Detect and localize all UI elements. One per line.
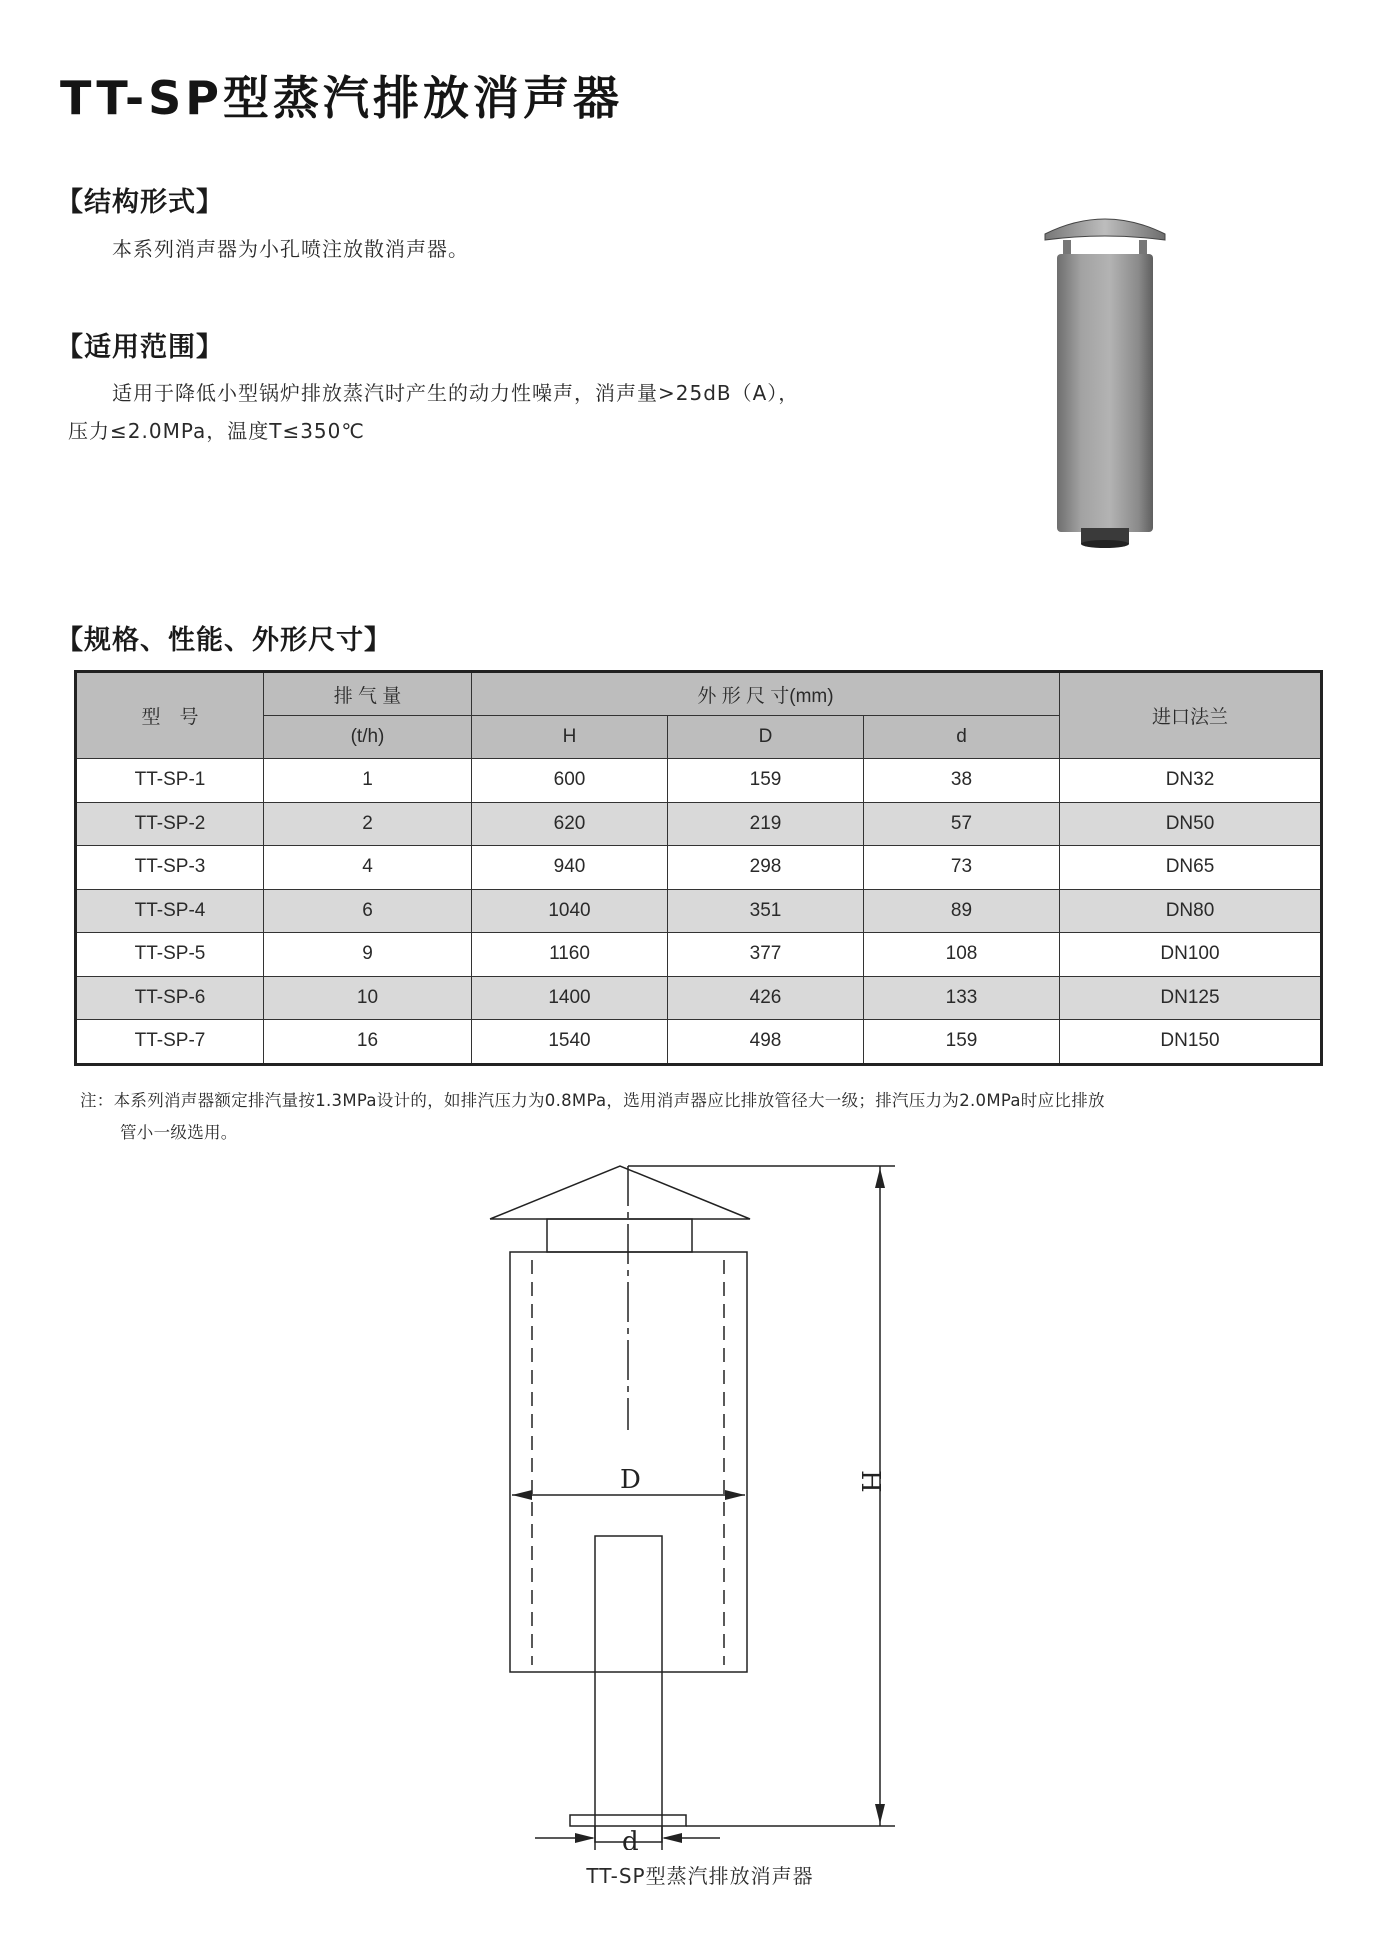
header-H: H [472,716,668,759]
cell-flange: DN100 [1060,933,1322,977]
d-big-arrow-right [725,1490,745,1500]
cell-flange: DN80 [1060,889,1322,933]
cell-model: TT-SP-5 [76,933,264,977]
d-small-arrow-right [662,1833,682,1843]
cell-D: 351 [668,889,864,933]
label-H: H [855,1470,885,1493]
cell-model: TT-SP-4 [76,889,264,933]
cell-D: 298 [668,846,864,890]
drawing-flange [570,1815,686,1826]
cell-d: 57 [864,802,1060,846]
silencer-photo [1035,210,1175,550]
scope-line-1: 适用于降低小型锅炉排放蒸汽时产生的动力性噪声，消声量>25dB（A）， [112,381,800,405]
cell-flow: 16 [264,1020,472,1065]
dimension-drawing [480,1150,920,1850]
specs-heading: 【规格、性能、外形尺寸】 [56,625,392,656]
cell-flow: 9 [264,933,472,977]
drawing-inner-pipe [595,1536,662,1842]
d-big-arrow-left [512,1490,532,1500]
cell-flow: 2 [264,802,472,846]
drawing-roof [490,1166,750,1219]
cell-model: TT-SP-3 [76,846,264,890]
cell-d: 38 [864,759,1060,803]
table-note [80,1085,1325,1149]
table-row [76,802,1322,846]
header-D: D [668,716,864,759]
structure-heading: 【结构形式】 [56,187,224,218]
cell-H: 1160 [472,933,668,977]
label-d: d [622,1827,639,1850]
header-model: 型 号 [76,672,264,759]
header-dimensions: 外 形 尺 寸(mm) [472,672,1060,716]
header-flow-unit: (t/h) [264,716,472,759]
h-arrow-bottom [875,1804,885,1824]
cell-D: 159 [668,759,864,803]
page-title: TT-SP型蒸汽排放消声器 [60,71,623,125]
cell-flow: 6 [264,889,472,933]
cell-flow: 4 [264,846,472,890]
scope-heading: 【适用范围】 [56,332,224,363]
cell-flange: DN150 [1060,1020,1322,1065]
cell-model: TT-SP-6 [76,976,264,1020]
table-row [76,933,1322,977]
cell-H: 1040 [472,889,668,933]
cell-flange: DN65 [1060,846,1322,890]
table-row [76,846,1322,890]
scope-line-2: 压力≤2.0MPa，温度T≤350℃ [68,419,365,443]
cell-flange: DN50 [1060,802,1322,846]
h-arrow-top [875,1168,885,1188]
cell-d: 108 [864,933,1060,977]
cell-H: 940 [472,846,668,890]
cell-model: TT-SP-1 [76,759,264,803]
cell-H: 1540 [472,1020,668,1065]
figure-caption: TT-SP型蒸汽排放消声器 [586,1864,814,1888]
table-row [76,889,1322,933]
cell-flow: 1 [264,759,472,803]
cell-flow: 10 [264,976,472,1020]
spec-table [74,670,1323,1066]
cell-H: 600 [472,759,668,803]
table-row [76,976,1322,1020]
label-D: D [620,1465,641,1495]
cell-d: 73 [864,846,1060,890]
cell-H: 1400 [472,976,668,1020]
cell-d: 133 [864,976,1060,1020]
header-flange: 进口法兰 [1060,672,1322,759]
note-line-2: 管小一级选用。 [120,1123,238,1142]
cell-flange: DN32 [1060,759,1322,803]
header-flow: 排 气 量 [264,672,472,716]
drawing-cap-support [547,1219,692,1252]
cell-D: 219 [668,802,864,846]
cell-D: 426 [668,976,864,1020]
cell-H: 620 [472,802,668,846]
cell-flange: DN125 [1060,976,1322,1020]
cell-model: TT-SP-2 [76,802,264,846]
structure-text: 本系列消声器为小孔喷注放散消声器。 [112,237,469,261]
table-row [76,759,1322,803]
table-row [76,1020,1322,1065]
header-d: d [864,716,1060,759]
note-line-1: 注：本系列消声器额定排汽量按1.3MPa设计的，如排汽压力为0.8MPa，选用消声器应比排放管径大一级；排汽压力为2.0MPa时应比排放 [80,1091,1105,1110]
cell-D: 377 [668,933,864,977]
cell-d: 159 [864,1020,1060,1065]
d-small-arrow-left [575,1833,595,1843]
cell-model: TT-SP-7 [76,1020,264,1065]
cell-d: 89 [864,889,1060,933]
cell-D: 498 [668,1020,864,1065]
